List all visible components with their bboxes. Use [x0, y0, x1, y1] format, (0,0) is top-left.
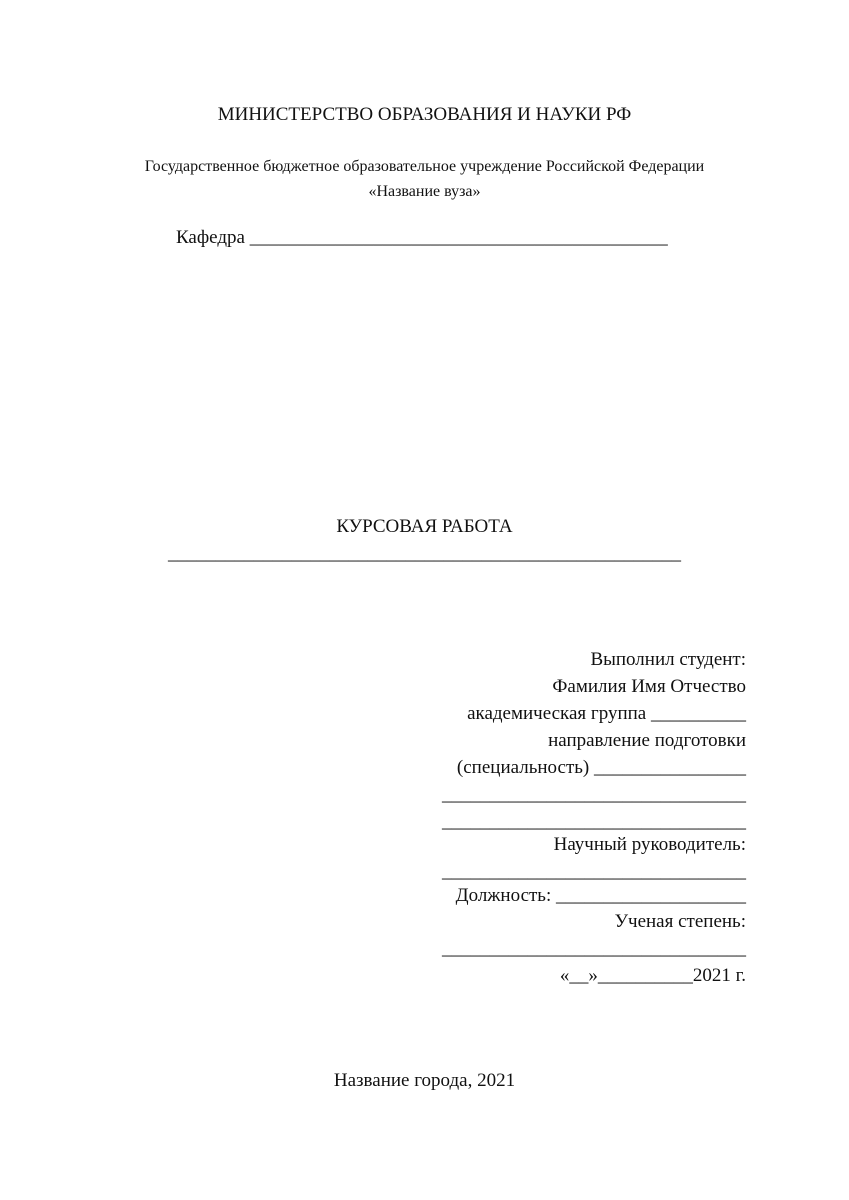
blank-line: ________________________________ [442, 811, 746, 832]
specialty-field: (специальность) ________________ [456, 757, 746, 778]
student-name: Фамилия Имя Отчество [552, 676, 746, 697]
supervisor-name-line: ________________________________ [442, 861, 746, 882]
department-field: Кафедра ____________________________________________ [176, 227, 668, 248]
author-label: Выполнил студент: [590, 649, 746, 670]
city-year: Название города, 2021 [333, 1070, 516, 1091]
ministry-heading: МИНИСТЕРСТВО ОБРАЗОВАНИЯ И НАУКИ РФ [217, 104, 632, 125]
date-field: «__»__________2021 г. [559, 965, 746, 986]
supervisor-label: Научный руководитель: [553, 834, 746, 855]
position-field: Должность: ____________________ [455, 885, 746, 906]
work-title: КУРСОВАЯ РАБОТА [336, 516, 513, 537]
university-name: «Название вуза» [368, 183, 481, 200]
work-topic-line: ______________________________________________________ [168, 543, 681, 564]
program-label: направление подготовки [548, 730, 746, 751]
degree-label: Ученая степень: [614, 911, 746, 932]
institution-name: Государственное бюджетное образовательное учреждение Российской Федерации [144, 158, 705, 175]
group-field: академическая группа __________ [467, 703, 746, 724]
degree-line: ________________________________ [442, 938, 746, 959]
blank-line: ________________________________ [442, 784, 746, 805]
